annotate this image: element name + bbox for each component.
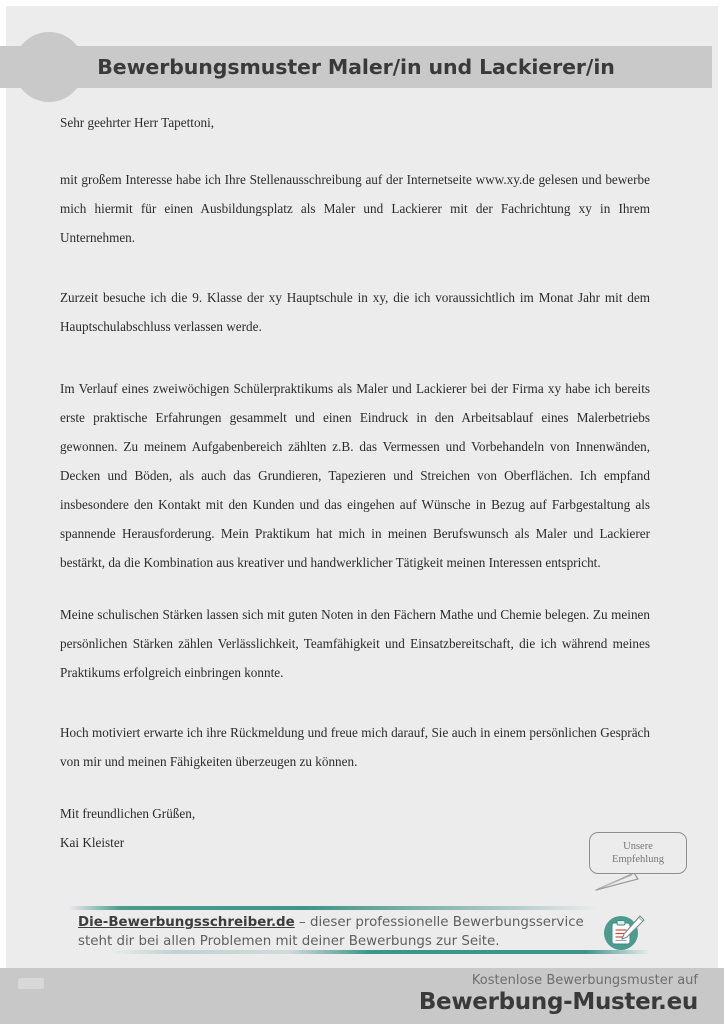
swoosh-top-decoration [68,906,598,910]
clipboard-pen-icon [600,910,646,954]
page-title: Bewerbungsmuster Maler/in und Lackierer/in [97,55,615,79]
recommendation-bubble [589,832,691,894]
spacer [60,687,650,718]
letter-salutation: Sehr geehrter Herr Tapettoni, [60,115,215,130]
brand-name: Bewerbung-Muster.eu [418,989,698,1015]
site-brand-bar [0,968,724,1024]
letter-paragraph-5: Hoch motiviert erwarte ich ihre Rückmeldung und freue mich darauf, Sie auch in einem persönlichen Gespräch von mir und meinen Fähigkeiten überzeugen zu können. [60,725,650,769]
spacer [60,776,650,799]
letter-signature: Kai Kleister [60,835,125,850]
bubble-box [589,832,687,874]
letter-paragraph-1: mit großem Interesse habe ich Ihre Stellenausschreibung auf der Internetseite www.xy.de gelesen und bewerbe mich hiermit für einen Ausbildungsplatz als Maler und Lackierer mit der Fachrichtung xy in Ihrem Unternehmen. [60,172,650,245]
letter-paragraph-4: Meine schulischen Stärken lassen sich mit guten Noten in den Fächern Mathe und Chemie belegen. Zu meinen persönlichen Stärken zählen Verlässlichkeit, Teamfähigkeit und Einsatzbereitschaft, die ich während meines Praktikums erfolgreich einbringen konnte. [60,607,650,680]
letter-body [60,108,650,857]
corner-artifact [18,978,44,989]
advertisement-banner [60,902,660,964]
advertisement-brand-link[interactable]: Die-Bewerbungsschreiber.de [78,915,295,930]
bubble-line-2: Empfehlung [612,854,664,865]
spacer [60,252,650,283]
advertisement-text [78,913,598,951]
letter-paragraph-2: Zurzeit besuche ich die 9. Klasse der xy Hauptschule in xy, die ich voraussichtlich im Monat Jahr mit dem Hauptschulabschluss verlassen werde. [60,290,650,334]
letter-closing: Mit freundlichen Grüßen, [60,806,196,821]
spacer [60,577,650,600]
brand-tagline: Kostenlose Bewerbungsmuster auf [471,973,698,988]
spacer [60,341,650,374]
bubble-line-1: Unsere [623,841,653,852]
advertisement-description: – dieser professionelle Bewerbungsservice steht dir bei allen Problemen mit deiner Bewerbungs zur Seite. [78,915,584,949]
spacer [60,137,650,165]
letter-paragraph-3: Im Verlauf eines zweiwöchigen Schülerpraktikums als Maler und Lackierer bei der Firma xy habe ich bereits erste praktische Erfahrungen gesammelt und einen Eindruck in den Arbeitsablauf eines Malerbetriebs gewonnen. Zu meinem Aufgabenbereich zählten z.B. das Vermessen und Vorbehandeln von Innenwänden, Decken und Böden, als auch das Grundieren, Tapezieren und Streichen von Oberflächen. Ich empfand insbesondere den Kontakt mit den Kunden und das eingehen auf Wünsche in Bezug auf Farbgestaltung als spannende Herausforderung. Mein Praktikum hat mich in meinen Berufswunsch als Maler und Lackierer bestärkt, da die Kombination aus kreativer und handwerklicher Tätigkeit meinen Interessen entspricht. [60,381,650,570]
